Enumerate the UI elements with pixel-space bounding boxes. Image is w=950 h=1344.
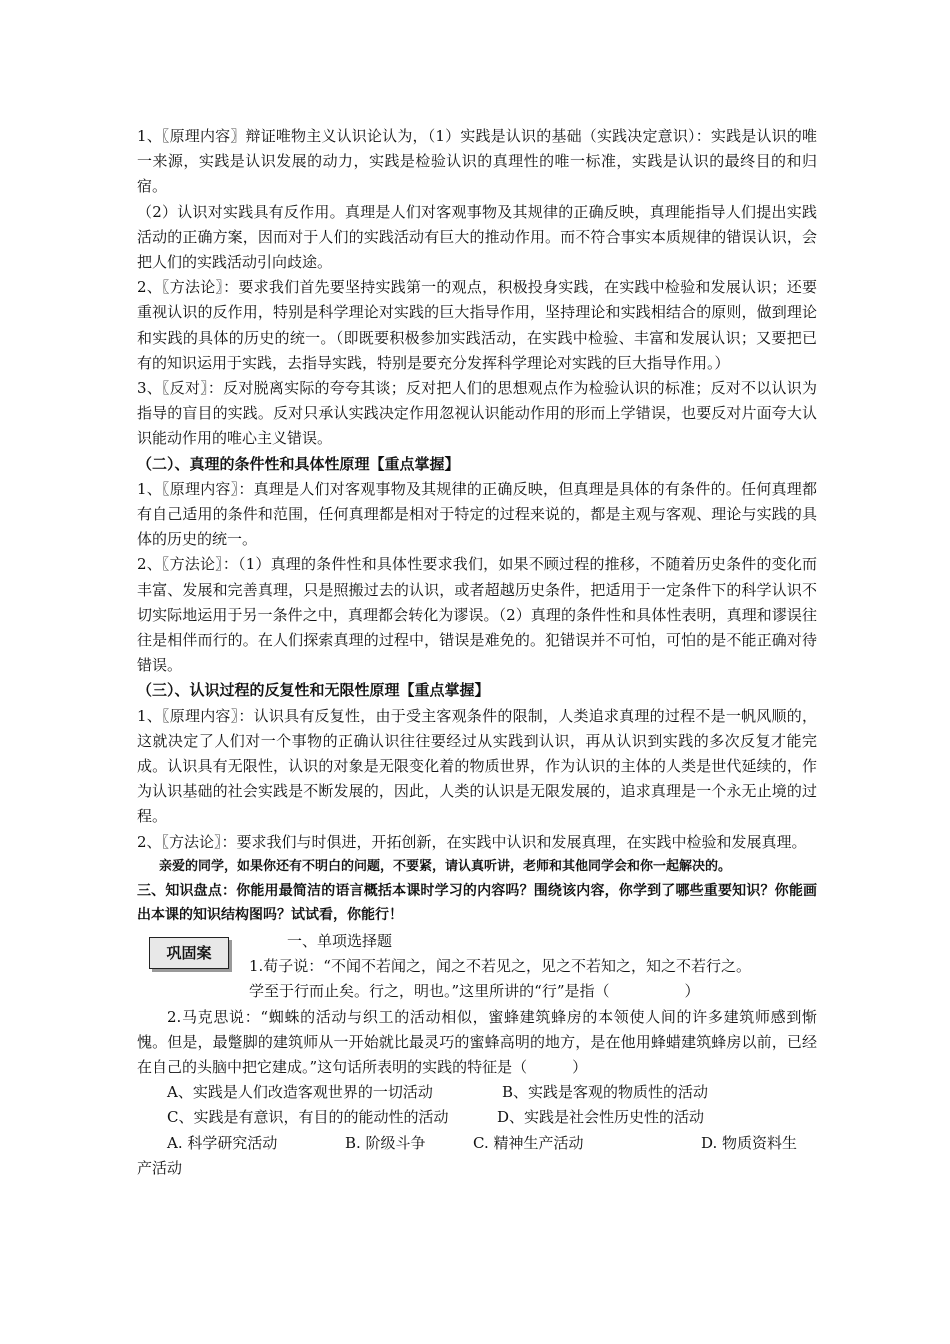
encouragement-note: 亲爱的同学，如果你还有不明白的问题，不要紧，请认真听讲，老师和其他同学会和你一起解决的。	[159, 858, 732, 874]
q1-option-d: D. 物质资料生	[701, 1133, 798, 1152]
q1-option-a: A. 科学研究活动	[167, 1133, 278, 1152]
consolidation-section	[137, 929, 817, 1005]
section-heading-truth-conditionality: （二）、真理的条件性和具体性原理【重点掌握】	[137, 454, 460, 473]
q1-option-d-continued: 产活动	[137, 1158, 183, 1177]
option-d: D、实践是社会性历史性的活动	[497, 1108, 705, 1127]
option-b: B、实践是客观的物质性的活动	[502, 1083, 709, 1102]
options-row-q1	[137, 1131, 817, 1156]
paragraph-truth-principle: 1、〖原理内容〗：真理是人们对客观事物及其规律的正确反映，但真理是具体的有条件的。任何真理都有自己适用的条件和范围，任何真理都是相对于特定的过程来说的，都是主观与客观、理论与实践的具体的历史的统一。	[137, 479, 817, 549]
question-type-heading: 一、单项选择题	[287, 931, 393, 950]
paragraph-cognition-principle: 1、〖原理内容〗：认识具有反复性，由于受主客观条件的限制，人类追求真理的过程不是一帆风顺的，这就决定了人们对一个事物的正确认识往往要经过从实践到认识，再从认识到实践的多次反复才能完成。认识具有无限性，认识的对象是无限变化着的物质世界，作为认识的主体的人类是世代延续的，作为认识基础的社会实践是不断发展的，因此，人类的认识是无限发展的，追求真理是一个永无止境的过程。	[137, 706, 817, 826]
paragraph-reaction: （2）认识对实践具有反作用。真理是人们对客观事物及其规律的正确反映，真理能指导人们提出实践活动的正确方案，因而对于人们的实践活动有巨大的推动作用。而不符合事实本质规律的错误认识，会把人们的实践活动引向歧途。	[137, 202, 817, 272]
options-row-ab	[137, 1080, 817, 1105]
q1-option-c: C. 精神生产活动	[473, 1133, 584, 1152]
document-body	[137, 124, 817, 1181]
question-1-line-2: 学至于行而止矣。行之，明也。”这里所讲的“行”是指（ ）	[249, 982, 700, 1001]
q1-option-b: B. 阶级斗争	[345, 1133, 426, 1152]
section-knowledge-review: 三、知识盘点：你能用最简洁的语言概括本课时学习的内容吗？围绕该内容，你学到了哪些重要知识？你能画出本课的知识结构图吗？试试看，你能行！	[137, 882, 817, 923]
paragraph-oppose: 3、〖反对〗：反对脱离实际的夸夸其谈；反对把人们的思想观点作为检验认识的标准；反对不以认识为指导的盲目的实践。反对只承认实践决定作用忽视认识能动作用的形而上学错误，也要反对片面夸大认识能动作用的唯心主义错误。	[137, 379, 817, 448]
question-2: 2.马克思说：“蜘蛛的活动与织工的活动相似，蜜蜂建筑蜂房的本领使人间的许多建筑师感到惭愧。但是，最蹩脚的建筑师从一开始就比最灵巧的蜜蜂高明的地方，是在他用蜂蜡建筑蜂房以前，已经在自己的头脑中把它建成。”这句话所表明的实践的特征是（ ）	[137, 1007, 817, 1076]
paragraph-principle-content: 1、〖原理内容〗辩证唯物主义认识论认为，（1）实践是认识的基础（实践决定意识）：实践是认识的唯一来源，实践是认识发展的动力，实践是检验认识的真理性的唯一标准，实践是认识的最终目的和归宿。	[137, 127, 817, 196]
paragraph-truth-methodology: 2、〖方法论〗：（1）真理的条件性和具体性要求我们，如果不顾过程的推移，不随着历史条件的变化而丰富、发展和完善真理，只是照搬过去的认识，或者超越历史条件，把适用于一定条件下的科学认识不切实际地运用于另一条件之中，真理都会转化为谬误。（2）真理的条件性和具体性表明，真理和谬误往往是相伴而行的。在人们探索真理的过程中，错误是难免的。犯错误并不可怕，可怕的是不能正确对待错误。	[137, 555, 817, 675]
section-heading-cognition-process: （三）、认识过程的反复性和无限性原理【重点掌握】	[137, 681, 490, 700]
paragraph-cognition-methodology: 2、〖方法论〗：要求我们与时俱进，开拓创新，在实践中认识和发展真理，在实践中检验和发展真理。	[137, 832, 807, 851]
options-row-cd	[137, 1105, 817, 1130]
question-1-line-1: 1.荀子说：“不闻不若闻之，闻之不若见之，见之不若知之，知之不若行之。	[249, 957, 751, 976]
option-c: C、实践是有意识，有目的的能动性的活动	[167, 1108, 449, 1127]
consolidation-stamp: 巩固案	[149, 937, 229, 969]
paragraph-methodology: 2、〖方法论〗：要求我们首先要坚持实践第一的观点，积极投身实践，在实践中检验和发展认识；还要重视认识的反作用，特别是科学理论对实践的巨大指导作用，坚持理论和实践相结合的原则，做到理论和实践的具体的历史的统一。（即既要积极参加实践活动，在实践中检验、丰富和发展认识；又要把已有的知识运用于实践，去指导实践，特别是要充分发挥科学理论对实践的巨大指导作用。）	[137, 278, 817, 372]
option-a: A、实践是人们改造客观世界的一切活动	[167, 1083, 433, 1102]
